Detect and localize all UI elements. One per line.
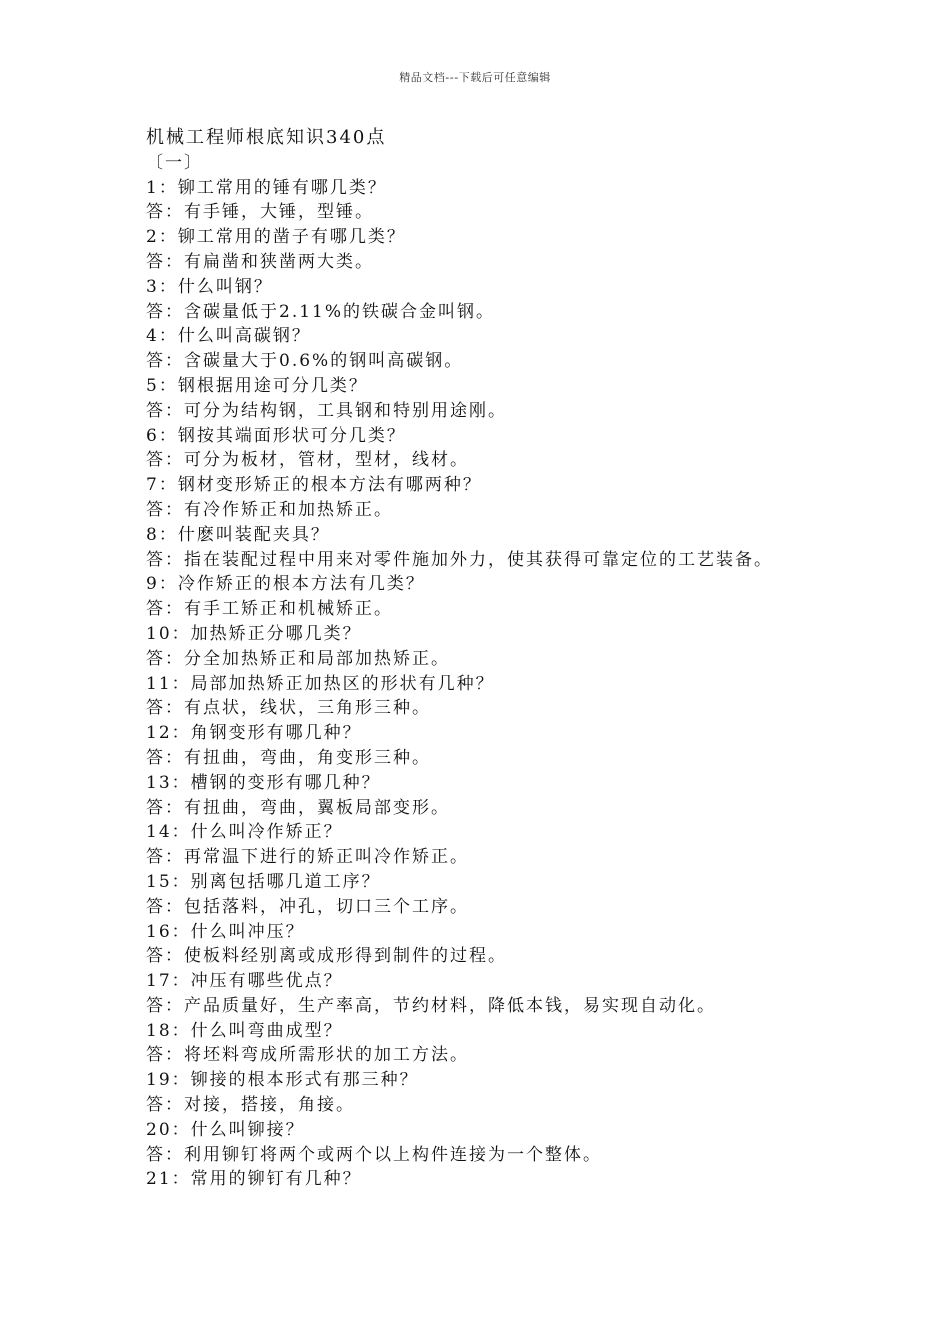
question-20: 20：什么叫铆接？: [146, 1119, 305, 1140]
answer-16: 答：使板料经别离或成形得到制件的过程。: [146, 946, 507, 967]
answer-17: 答：产品质量好，生产率高，节约材料，降低本钱，易实现自动化。: [146, 995, 716, 1016]
question-21: 21：常用的铆钉有几种？: [146, 1169, 362, 1190]
section-label: 〔一〕: [146, 152, 203, 173]
answer-18: 答：将坯料弯成所需形状的加工方法。: [146, 1045, 469, 1066]
question-7: 7：钢材变形矫正的根本方法有哪两种？: [146, 475, 482, 496]
answer-8: 答：指在装配过程中用来对零件施加外力，使其获得可靠定位的工艺装备。: [146, 549, 773, 570]
document-title: 机械工程师根底知识340点: [146, 127, 387, 148]
answer-12: 答：有扭曲，弯曲，角变形三种。: [146, 747, 431, 768]
question-9: 9：冷作矫正的根本方法有几类？: [146, 574, 425, 595]
question-5: 5：钢根据用途可分几类？: [146, 375, 368, 396]
question-8: 8：什麽叫装配夹具？: [146, 524, 330, 545]
answer-2: 答：有扁凿和狭凿两大类。: [146, 251, 374, 272]
answer-10: 答：分全加热矫正和局部加热矫正。: [146, 648, 450, 669]
answer-13: 答：有扭曲，弯曲，翼板局部变形。: [146, 797, 450, 818]
answer-9: 答：有手工矫正和机械矫正。: [146, 599, 393, 620]
question-2: 2：铆工常用的凿子有哪几类？: [146, 227, 406, 248]
question-13: 13：槽钢的变形有哪几种？: [146, 772, 381, 793]
answer-15: 答：包括落料，冲孔，切口三个工序。: [146, 896, 469, 917]
question-15: 15：别离包括哪几道工序？: [146, 871, 381, 892]
answer-6: 答：可分为板材，管材，型材，线材。: [146, 450, 469, 471]
question-17: 17：冲压有哪些优点？: [146, 971, 343, 992]
answer-19: 答：对接，搭接，角接。: [146, 1095, 355, 1116]
qa-list: [146, 176, 816, 1193]
question-10: 10：加热矫正分哪几类？: [146, 623, 362, 644]
question-4: 4：什么叫高碳钢？: [146, 326, 311, 347]
answer-7: 答：有冷作矫正和加热矫正。: [146, 499, 393, 520]
answer-11: 答：有点状，线状，三角形三种。: [146, 698, 431, 719]
question-12: 12：角钢变形有哪几种？: [146, 723, 362, 744]
answer-14: 答：再常温下进行的矫正叫冷作矫正。: [146, 847, 469, 868]
question-14: 14：什么叫冷作矫正？: [146, 822, 343, 843]
answer-5: 答：可分为结构钢，工具钢和特别用途刚。: [146, 400, 507, 421]
question-19: 19：铆接的根本形式有那三种？: [146, 1070, 419, 1091]
question-1: 1：铆工常用的锤有哪几类？: [146, 177, 387, 198]
answer-3: 答：含碳量低于2.11%的铁碳合金叫钢。: [146, 301, 496, 322]
watermark-header: 精品文档---下载后可任意编辑: [399, 71, 551, 84]
question-3: 3：什么叫钢？: [146, 276, 273, 297]
answer-1: 答：有手锤，大锤，型锤。: [146, 202, 374, 223]
document-body: [146, 126, 816, 1192]
question-18: 18：什么叫弯曲成型？: [146, 1020, 343, 1041]
question-11: 11：局部加热矫正加热区的形状有几种？: [146, 673, 495, 694]
question-6: 6：钢按其端面形状可分几类？: [146, 425, 406, 446]
answer-20: 答：利用铆钉将两个或两个以上构件连接为一个整体。: [146, 1144, 602, 1165]
answer-4: 答：含碳量大于0.6%的钢叫高碳钢。: [146, 351, 464, 372]
question-16: 16：什么叫冲压？: [146, 921, 305, 942]
